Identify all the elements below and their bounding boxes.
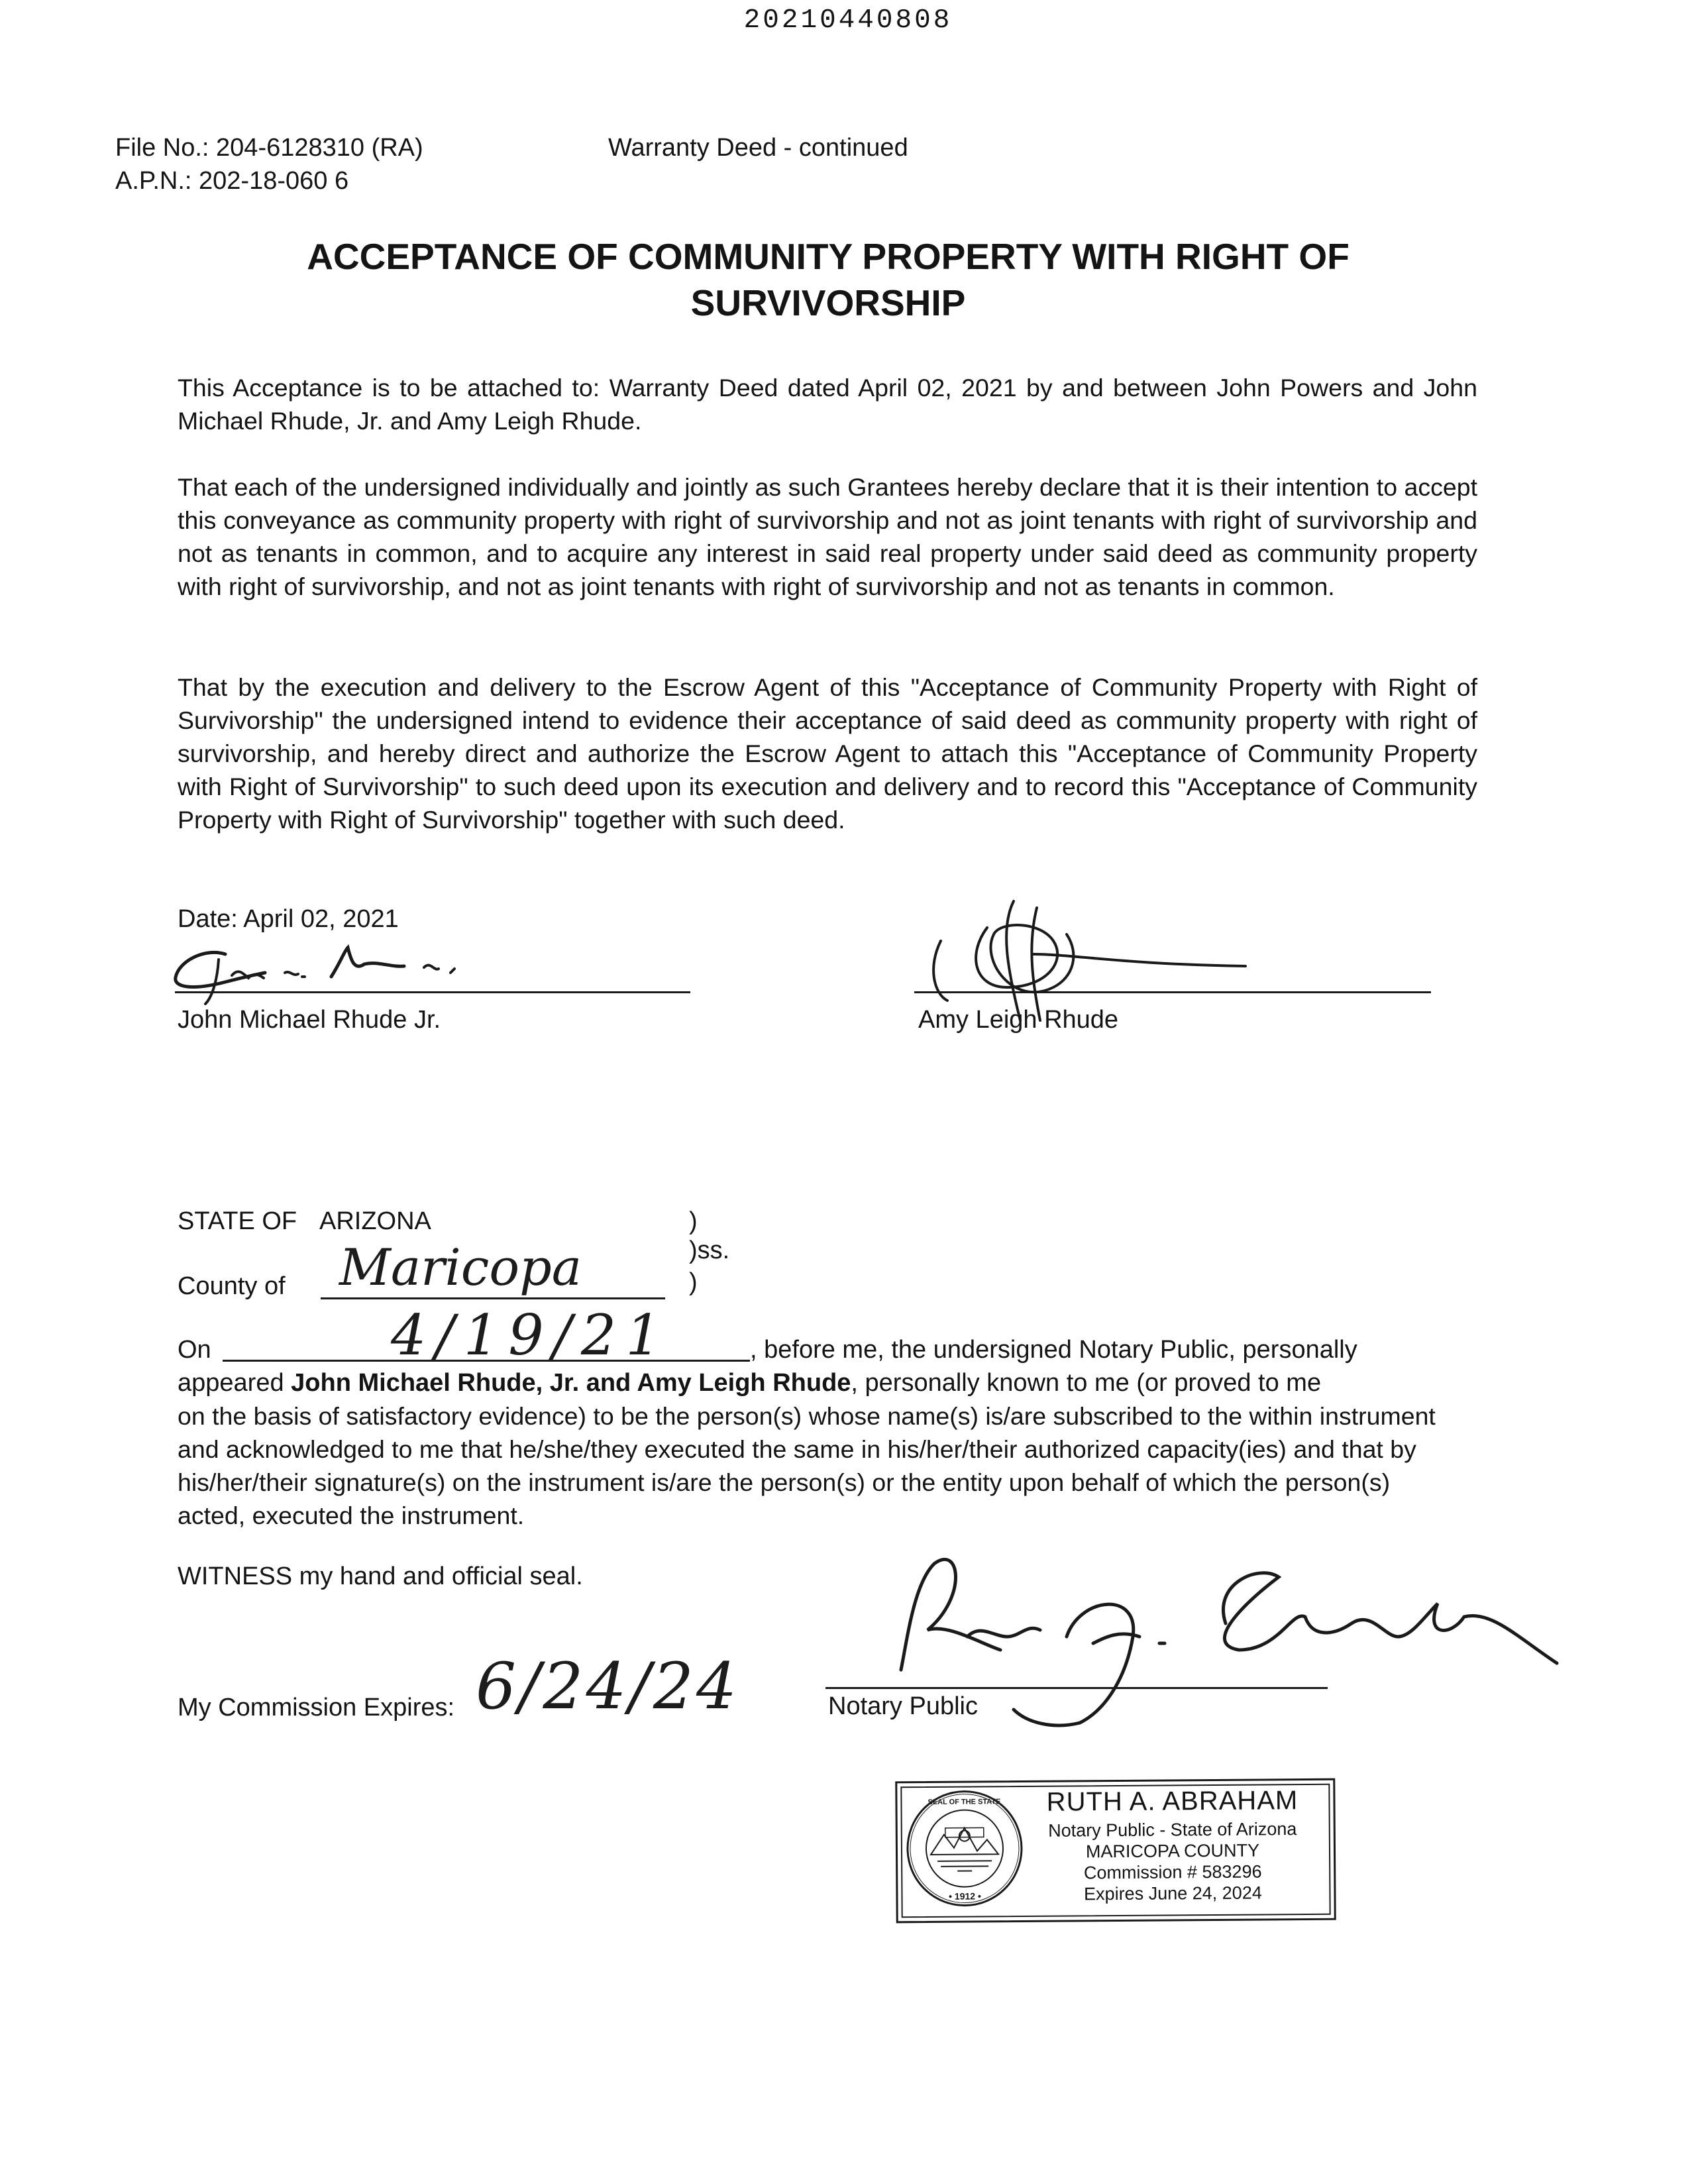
paren-top: )	[689, 1207, 698, 1235]
signature-john-rhude	[166, 934, 537, 1007]
continued-label: Warranty Deed - continued	[608, 134, 908, 162]
state-label: STATE OF	[178, 1207, 297, 1235]
title-line-2: SURVIVORSHIP	[690, 282, 966, 323]
commission-date-handwritten: 6/24/24	[476, 1649, 740, 1723]
signature-line-2	[914, 991, 1431, 993]
witness-line: WITNESS my hand and official seal.	[178, 1562, 583, 1590]
stamp-line-2: MARICOPA COUNTY	[1085, 1840, 1260, 1862]
stamp-line-3: Commission # 583296	[1083, 1861, 1262, 1883]
county-label: County of	[178, 1272, 286, 1300]
state-value: ARIZONA	[319, 1207, 431, 1235]
stamp-notary-name: RUTH A. ABRAHAM	[1046, 1786, 1298, 1817]
svg-text:SEAL OF THE STATE: SEAL OF THE STATE	[928, 1798, 1001, 1806]
appeared-suffix: , personally known to me (or proved to me	[851, 1369, 1322, 1397]
notary-signature-line	[825, 1687, 1328, 1689]
appeared-names: John Michael Rhude, Jr. and Amy Leigh Rhude	[291, 1369, 851, 1397]
acknowledgment-text: on the basis of satisfactory evidence) to be the person(s) whose name(s) is/are subscribed to the within instrument and acknowledged to me that he/she/they executed the same in his/her/their authorized capacity(ies) and that by his/her/their signature(s) on the instrument is/are the person(s) or the entity upon behalf of which the person(s) acted, executed the instrument.	[178, 1402, 1436, 1529]
appeared-line	[178, 1366, 1321, 1399]
ss-label: )ss.	[689, 1236, 730, 1264]
recording-number: 20210440808	[743, 5, 953, 36]
notary-stamp	[895, 1778, 1336, 1924]
intention-paragraph: That each of the undersigned individually and jointly as such Grantees hereby declare that it is their intention to accept this conveyance as community property with right of survivorship and not as joint tenants with right of survivorship and not as tenants in common, and to acquire any interest in said real property under said deed as community property with right of survivorship, and not as joint tenants with right of survivorship and not as tenants in common.	[178, 473, 1477, 600]
page-title	[199, 233, 1458, 326]
title-line-1: ACCEPTANCE OF COMMUNITY PROPERTY WITH RIGHT OF	[307, 236, 1350, 277]
county-underline	[321, 1297, 665, 1299]
arizona-seal-icon	[904, 1788, 1025, 1909]
appeared-prefix: appeared	[178, 1369, 292, 1397]
apn-number: A.P.N.: 202-18-060 6	[115, 167, 349, 195]
date-line: Date: April 02, 2021	[178, 905, 399, 933]
county-handwritten: Maricopa	[339, 1238, 582, 1297]
signature-line-1	[175, 991, 690, 993]
notary-date-handwritten: 4/19/21	[391, 1303, 670, 1368]
stamp-line-4: Expires June 24, 2024	[1084, 1883, 1262, 1904]
signer-1-name: John Michael Rhude Jr.	[178, 1006, 441, 1034]
svg-text:• 1912 •: • 1912 •	[949, 1890, 981, 1902]
file-number: File No.: 204-6128310 (RA)	[115, 134, 423, 162]
stamp-line-1: Notary Public - State of Arizona	[1048, 1819, 1297, 1841]
notary-public-label: Notary Public	[828, 1692, 978, 1720]
commission-label: My Commission Expires:	[178, 1694, 455, 1721]
attachment-paragraph: This Acceptance is to be attached to: Warranty Deed dated April 02, 2021 by and between John Powers and John Michael Rhude, Jr. and Amy Leigh Rhude.	[178, 374, 1477, 435]
on-label: On	[178, 1336, 211, 1364]
on-suffix: , before me, the undersigned Notary Public, personally	[750, 1336, 1357, 1364]
execution-paragraph: That by the execution and delivery to the Escrow Agent of this "Acceptance of Community Property with Right of Survivorship" the undersigned intend to evidence their acceptance of said deed as community property with right of survivorship, and hereby direct and authorize the Escrow Agent to attach this "Acceptance of Community Property with Right of Survivorship" to such deed upon its execution and delivery and to record this "Acceptance of Community Property with Right of Survivorship" together with such deed.	[178, 673, 1477, 834]
paren-bottom: )	[689, 1268, 698, 1296]
signer-2-name: Amy Leigh Rhude	[918, 1006, 1119, 1034]
